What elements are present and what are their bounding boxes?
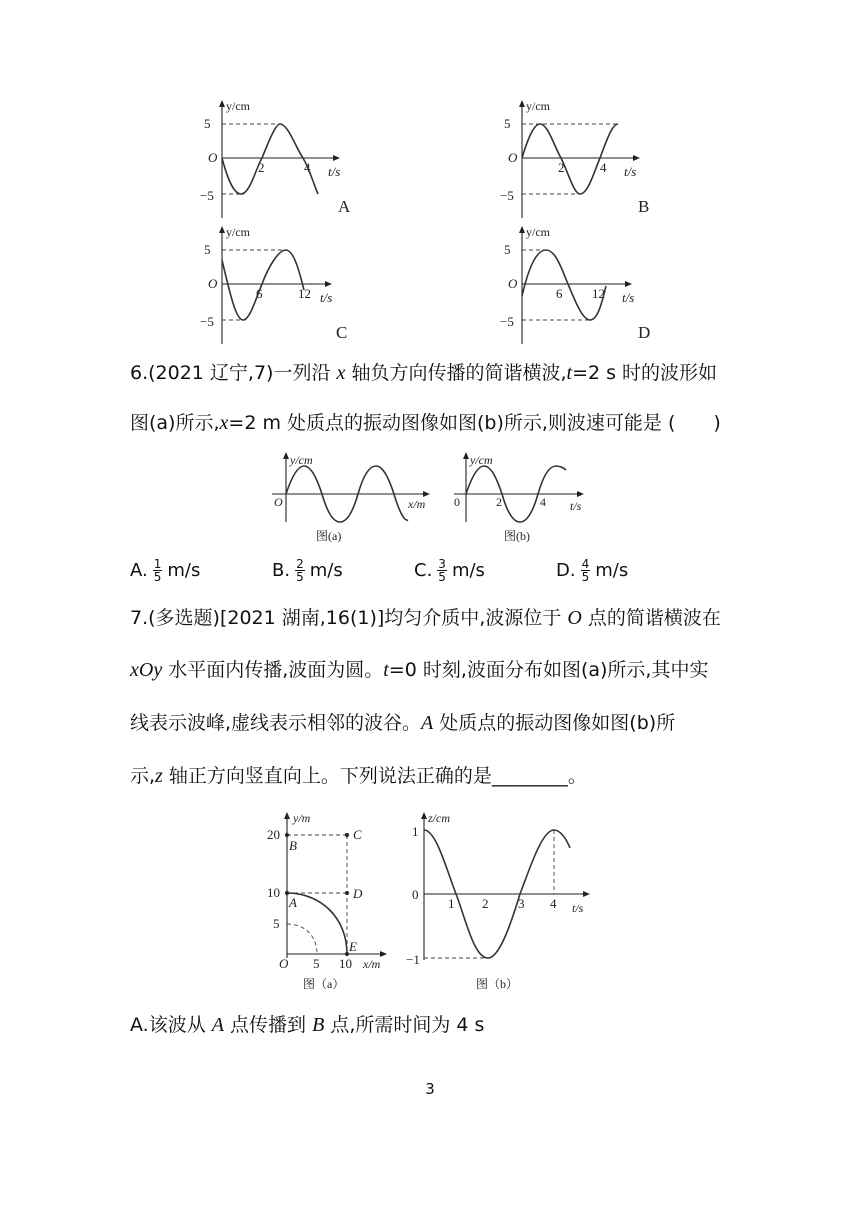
svg-text:−5: −5 bbox=[500, 314, 514, 329]
svg-text:5: 5 bbox=[273, 916, 280, 931]
q6-choices bbox=[130, 558, 750, 588]
svg-text:图（b）: 图（b） bbox=[476, 977, 519, 991]
svg-text:1: 1 bbox=[448, 896, 455, 911]
svg-text:6: 6 bbox=[256, 286, 263, 301]
question-7-line-4: 示,z 轴正方向竖直向上。下列说法正确的是________。 bbox=[130, 765, 587, 787]
svg-text:O: O bbox=[508, 150, 518, 165]
svg-text:10: 10 bbox=[267, 885, 280, 900]
svg-text:4: 4 bbox=[600, 160, 607, 175]
page-number: 3 bbox=[425, 1080, 435, 1098]
svg-text:0: 0 bbox=[412, 887, 419, 902]
q7-figure-a bbox=[265, 808, 395, 996]
svg-text:−5: −5 bbox=[500, 188, 514, 203]
svg-text:图（a）: 图（a） bbox=[303, 977, 345, 991]
graph-option-b bbox=[500, 98, 665, 220]
q6-figure-b bbox=[450, 452, 600, 544]
svg-text:2: 2 bbox=[482, 896, 489, 911]
svg-text:O: O bbox=[274, 495, 283, 509]
svg-text:C: C bbox=[336, 323, 348, 342]
svg-text:O: O bbox=[208, 276, 218, 291]
svg-text:1: 1 bbox=[412, 824, 419, 839]
svg-text:C: C bbox=[353, 827, 362, 842]
svg-text:t/s: t/s bbox=[570, 499, 582, 513]
svg-text:−5: −5 bbox=[200, 314, 214, 329]
choice-d[interactable]: D. $\frac{4}{5}$ m/s bbox=[556, 557, 629, 584]
svg-text:t/s: t/s bbox=[622, 290, 635, 305]
graph-option-a bbox=[200, 98, 360, 220]
svg-text:O: O bbox=[208, 150, 218, 165]
svg-text:−5: −5 bbox=[200, 188, 214, 203]
svg-text:O: O bbox=[279, 956, 289, 971]
svg-text:5: 5 bbox=[204, 242, 211, 257]
question-7-line-3: 线表示波峰,虚线表示相邻的波谷。A 处质点的振动图像如图(b)所 bbox=[130, 712, 676, 734]
question-6-line-1: 6.(2021 辽宁,7)一列沿 x 轴负方向传播的简谐横波,t=2 s 时的波形如 bbox=[130, 362, 718, 384]
q6-figure-a bbox=[268, 452, 438, 544]
choice-a[interactable]: A. $\frac{1}{5}$ m/s bbox=[130, 557, 201, 584]
svg-text:图(a): 图(a) bbox=[316, 529, 342, 543]
fraction: $\frac{3}{5}$ bbox=[438, 557, 446, 584]
svg-text:5: 5 bbox=[313, 956, 320, 971]
svg-text:y/cm: y/cm bbox=[226, 225, 250, 239]
svg-text:6: 6 bbox=[556, 286, 563, 301]
svg-text:y/cm: y/cm bbox=[526, 225, 550, 239]
svg-text:E: E bbox=[349, 939, 357, 954]
svg-text:x/m: x/m bbox=[408, 497, 426, 511]
svg-text:3: 3 bbox=[518, 896, 525, 911]
choice-c[interactable]: C. $\frac{3}{5}$ m/s bbox=[414, 557, 485, 584]
svg-text:0: 0 bbox=[454, 495, 460, 509]
svg-text:12: 12 bbox=[298, 286, 311, 301]
svg-text:y/cm: y/cm bbox=[470, 453, 493, 467]
svg-text:O: O bbox=[508, 276, 518, 291]
svg-text:5: 5 bbox=[504, 242, 511, 257]
svg-text:y/cm: y/cm bbox=[226, 99, 250, 113]
svg-text:A: A bbox=[338, 197, 351, 216]
fraction: $\frac{2}{5}$ bbox=[296, 557, 304, 584]
svg-text:B: B bbox=[638, 197, 650, 216]
svg-text:5: 5 bbox=[204, 116, 211, 131]
svg-text:20: 20 bbox=[267, 827, 280, 842]
svg-text:z/cm: z/cm bbox=[428, 811, 450, 825]
svg-text:4: 4 bbox=[304, 160, 311, 175]
svg-text:y/cm: y/cm bbox=[290, 453, 313, 467]
svg-text:t/s: t/s bbox=[624, 164, 637, 179]
svg-text:y/m: y/m bbox=[293, 811, 311, 825]
svg-text:B: B bbox=[289, 838, 297, 853]
svg-text:4: 4 bbox=[550, 896, 557, 911]
question-6-line-2: 图(a)所示,x=2 m 处质点的振动图像如图(b)所示,则波速可能是 ( ) bbox=[130, 412, 721, 434]
svg-text:y/cm: y/cm bbox=[526, 99, 550, 113]
svg-text:2: 2 bbox=[258, 160, 265, 175]
q7-option-a[interactable]: A.该波从 A 点传播到 B 点,所需时间为 4 s bbox=[130, 1014, 485, 1036]
svg-text:−1: −1 bbox=[406, 952, 420, 967]
fraction: $\frac{1}{5}$ bbox=[153, 557, 162, 584]
svg-text:12: 12 bbox=[592, 286, 605, 301]
question-7-line-2: xOy 水平面内传播,波面为圆。t=0 时刻,波面分布如图(a)所示,其中实 bbox=[130, 659, 709, 681]
svg-text:t/s: t/s bbox=[328, 164, 341, 179]
svg-text:D: D bbox=[638, 323, 651, 342]
svg-text:5: 5 bbox=[504, 116, 511, 131]
svg-text:2: 2 bbox=[558, 160, 565, 175]
q7-figure-b bbox=[400, 808, 600, 996]
svg-text:10: 10 bbox=[339, 956, 352, 971]
svg-text:A: A bbox=[289, 895, 297, 910]
svg-text:t/s: t/s bbox=[320, 290, 333, 305]
svg-text:图(b): 图(b) bbox=[504, 529, 530, 543]
svg-text:x/m: x/m bbox=[363, 957, 381, 971]
svg-text:2: 2 bbox=[496, 495, 502, 509]
svg-text:4: 4 bbox=[540, 495, 546, 509]
svg-text:t/s: t/s bbox=[572, 901, 584, 915]
choice-b[interactable]: B. $\frac{2}{5}$ m/s bbox=[272, 557, 343, 584]
svg-text:D: D bbox=[353, 886, 363, 901]
fraction: $\frac{4}{5}$ bbox=[581, 557, 590, 584]
graph-option-d bbox=[500, 224, 665, 346]
graph-option-c bbox=[200, 224, 360, 346]
question-7-line-1: 7.(多选题)[2021 湖南,16(1)]均匀介质中,波源位于 O 点的简谐横波在 bbox=[130, 607, 721, 629]
